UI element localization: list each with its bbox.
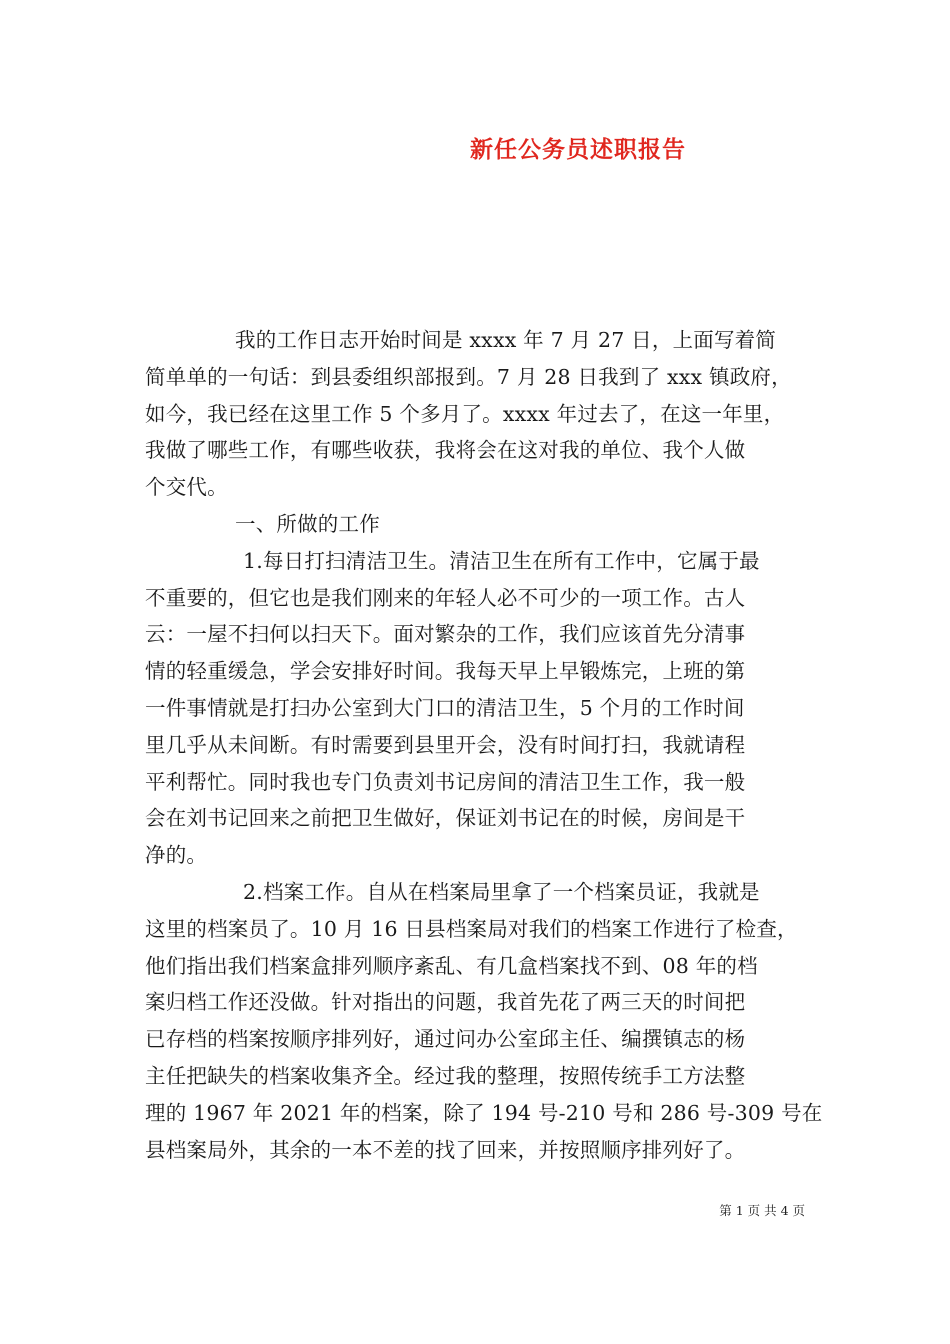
text-line: 已存档的档案按顺序排列好，通过问办公室邱主任、编撰镇志的杨: [145, 1027, 746, 1052]
document-title: 新任公务员述职报告: [470, 136, 686, 163]
text-line: 一件事情就是打扫办公室到大门口的清洁卫生，5 个月的工作时间: [145, 695, 745, 720]
text-line: 里几乎从未间断。有时需要到县里开会，没有时间打扫，我就请程: [145, 732, 746, 757]
paragraph-item-1: [145, 543, 805, 874]
text-line: 案归档工作还没做。针对指出的问题，我首先花了两三天的时间把: [145, 990, 746, 1015]
document-body: [145, 322, 823, 1168]
text-line: 我做了哪些工作，有哪些收获，我将会在这对我的单位、我个人做: [145, 438, 746, 463]
text-line: 情的轻重缓急，学会安排好时间。我每天早上早锻炼完，上班的第: [145, 659, 746, 684]
text-line: 他们指出我们档案盒排列顺序紊乱、有几盒档案找不到、08 年的档: [145, 953, 758, 978]
text-line: 1.每日打扫清洁卫生。清洁卫生在所有工作中，它属于最: [243, 548, 760, 573]
text-line: 云：一屋不扫何以扫天下。面对繁杂的工作，我们应该首先分清事: [145, 622, 746, 647]
text-line: 简单单的一句话：到县委组织部报到。7 月 28 日我到了 xxx 镇政府，: [145, 364, 792, 389]
text-line: 净的。: [145, 843, 208, 868]
page-indicator: 第 1 页 共 4 页: [719, 1203, 805, 1218]
text-line: 我的工作日志开始时间是 xxxx 年 7 月 27 日，上面写着简: [235, 328, 777, 352]
text-line: 平利帮忙。同时我也专门负责刘书记房间的清洁卫生工作，我一般: [145, 769, 746, 794]
text-line: 2.档案工作。自从在档案局里拿了一个档案员证，我就是: [243, 879, 760, 904]
text-line: 理的 1967 年 2021 年的档案，除了 194 号-210 号和 286 号-309 号在: [145, 1100, 823, 1125]
text-line: 不重要的，但它也是我们刚来的年轻人必不可少的一项工作。古人: [145, 585, 746, 610]
text-line: 个交代。: [145, 475, 228, 500]
text-line: 如今，我已经在这里工作 5 个多月了。xxxx 年过去了，在这一年里，: [145, 401, 785, 426]
text-line: 主任把缺失的档案收集齐全。经过我的整理，按照传统手工方法整: [145, 1063, 746, 1088]
text-line: 会在刘书记回来之前把卫生做好，保证刘书记在的时候，房间是干: [145, 806, 746, 831]
section-heading: 一、所做的工作: [235, 511, 380, 536]
paragraph-item-2: [145, 874, 823, 1168]
text-line: 县档案局外，其余的一本不差的找了回来，并按照顺序排列好了。: [145, 1137, 746, 1162]
paragraph-intro: [145, 322, 805, 506]
text-line: 这里的档案员了。10 月 16 日县档案局对我们的档案工作进行了检查，: [145, 916, 798, 941]
